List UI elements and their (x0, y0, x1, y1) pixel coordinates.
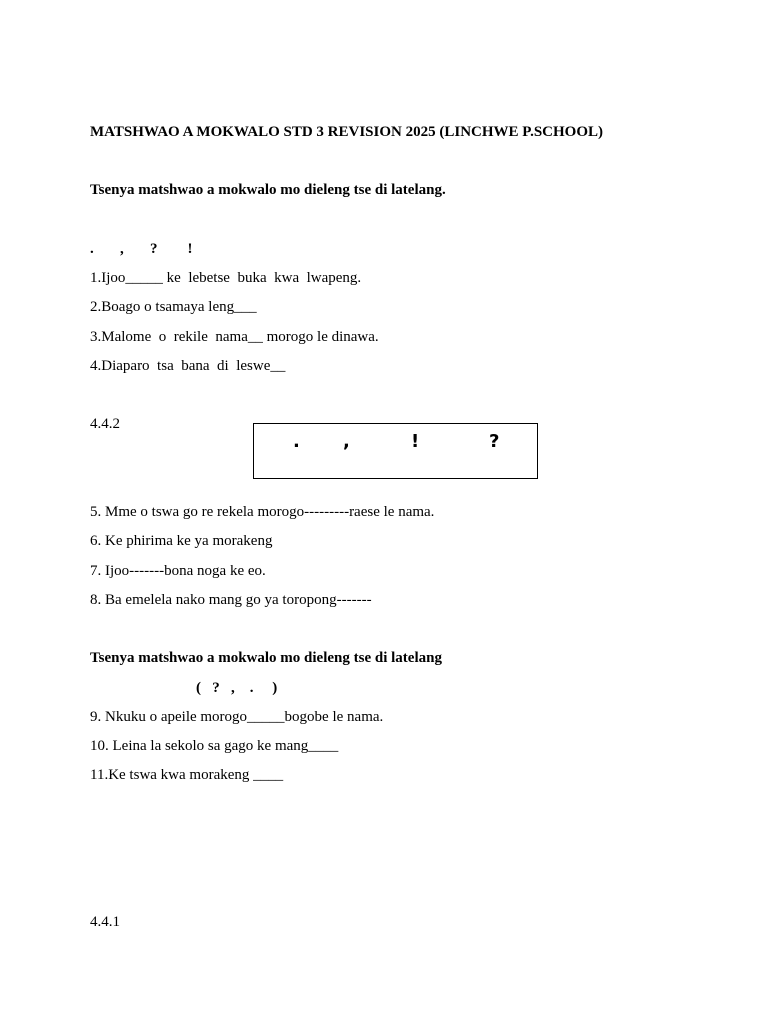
question-11: 11.Ke tswa kwa morakeng ____ (90, 767, 284, 783)
punctuation-marks-list: . , ? ! (90, 241, 193, 257)
section-number: 4.4.2 (90, 416, 120, 432)
instruction-heading-2: Tsenya matshwao a mokwalo mo dieleng tse di latelang (90, 650, 442, 666)
question-1: 1.Ijoo_____ ke lebetse buka kwa lwapeng. (90, 270, 362, 286)
question-4: 4.Diaparo tsa bana di leswe__ (90, 358, 286, 374)
question-2: 2.Boago o tsamaya leng___ (90, 299, 257, 315)
question-10: 10. Leina la sekolo sa gago ke mang____ (90, 738, 339, 754)
question-3: 3.Malome o rekile nama__ morogo le dinawa. (90, 329, 379, 345)
comma-mark: , (343, 431, 350, 452)
punctuation-marks-box (253, 423, 538, 479)
question-5: 5. Mme o tswa go re rekela morogo---------raese le nama. (90, 504, 435, 520)
page-title: MATSHWAO A MOKWALO STD 3 REVISION 2025 (LINCHWE P.SCHOOL) (90, 124, 603, 140)
question-9: 9. Nkuku o apeile morogo_____bogobe le nama. (90, 709, 384, 725)
period-mark: . (293, 431, 300, 452)
instruction-heading: Tsenya matshwao a mokwalo mo dieleng tse di latelang. (90, 182, 446, 198)
question-8: 8. Ba emelela nako mang go ya toropong------- (90, 592, 372, 608)
exclamation-mark: ! (411, 431, 420, 452)
question-mark: ? (489, 431, 500, 452)
section-number-2: 4.4.1 (90, 914, 120, 930)
question-6: 6. Ke phirima ke ya morakeng (90, 533, 273, 549)
question-7: 7. Ijoo-------bona noga ke eo. (90, 563, 266, 579)
punctuation-marks-list-2: ( ? , . ) (196, 680, 278, 696)
